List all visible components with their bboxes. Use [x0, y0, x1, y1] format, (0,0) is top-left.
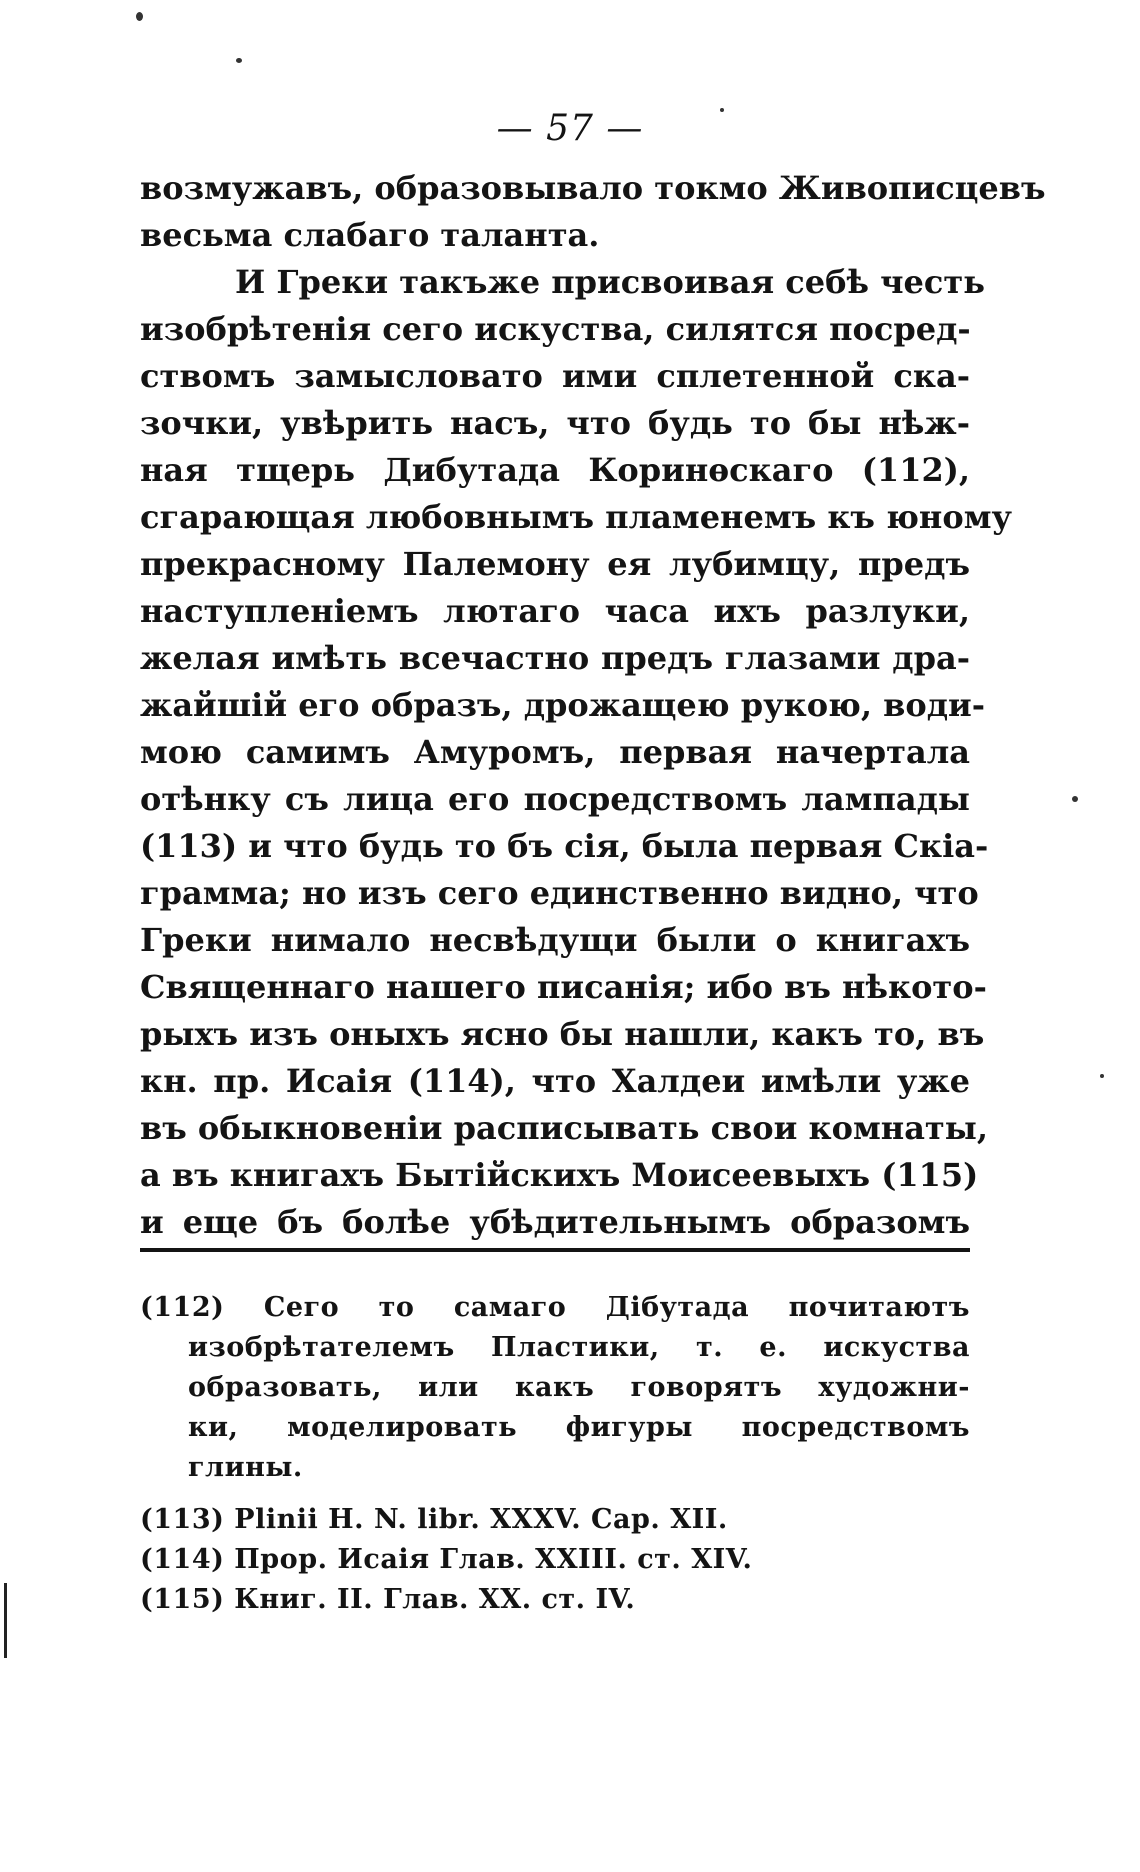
- page-number: — 57 —: [496, 108, 644, 149]
- scan-speck: [720, 108, 724, 112]
- text-line: сгарающая любовнымъ пламенемъ къ юному: [140, 498, 1012, 536]
- text-line: прекрасному Палемону ея лубимцу, предъ: [140, 545, 970, 583]
- footnote-line: глины.: [188, 1452, 303, 1483]
- text-line: а въ книгахъ Бытійскихъ Моисеевыхъ (115): [140, 1156, 979, 1194]
- text-line: и еще бъ болѣе убѣдительнымъ образомъ: [140, 1203, 970, 1241]
- footnote-line: (115) Книг. II. Глав. XX. ст. IV.: [140, 1584, 636, 1615]
- footnote-line: (114) Прор. Исаія Глав. XXIII. ст. XIV.: [140, 1544, 753, 1575]
- text-line: ствомъ замысловато ими сплетенной ска-: [140, 357, 970, 395]
- body-text: [140, 165, 1046, 1246]
- text-line: кн. пр. Исаія (114), что Халдеи имѣли уже: [140, 1062, 970, 1100]
- text-line: весьма слабаго таланта.: [140, 216, 600, 254]
- footnote-line: (112) Сего то самаго Дібутада почитаютъ: [140, 1292, 970, 1323]
- text-line: рыхъ изъ оныхъ ясно бы нашли, какъ то, въ: [140, 1015, 985, 1053]
- scan-speck: [136, 12, 143, 21]
- text-line: ная тщерь Дибутада Коринѳскаго (112),: [140, 451, 970, 489]
- text-line: И Греки такъже присвоивая себѣ честь: [235, 263, 985, 301]
- footnotes: [140, 1288, 970, 1620]
- text-line: изобрѣтенія сего искуства, силятся посред-: [140, 310, 971, 348]
- scan-speck: [236, 58, 242, 63]
- text-line: возмужавъ, образовывало токмо Живописцевъ: [140, 169, 1046, 207]
- text-line: (113) и что будь то бъ сія, была первая Скіа-: [140, 827, 989, 865]
- text-line: мою самимъ Амуромъ, первая начертала: [140, 733, 970, 771]
- text-line: отѣнку съ лица его посредствомъ лампады: [140, 780, 970, 818]
- footnote-line: (113) Plinii H. N. libr. XXXV. Cap. XII.: [140, 1504, 728, 1535]
- footnote-line: ки, моделировать фигуры посредствомъ: [188, 1412, 970, 1443]
- text-line: желая имѣть всечастно предъ глазами дра-: [140, 639, 970, 677]
- text-line: наступленіемъ лютаго часа ихъ разлуки,: [140, 592, 970, 630]
- text-line: въ обыкновеніи расписывать свои комнаты,: [140, 1109, 988, 1147]
- text-line: зочки, увѣрить насъ, что будь то бы нѣж-: [140, 404, 970, 442]
- footnote-line: образовать, или какъ говорятъ художни-: [188, 1372, 970, 1403]
- footnote-line: изобрѣтателемъ Пластики, т. е. искуства: [188, 1332, 970, 1363]
- scan-speck: [1072, 796, 1078, 802]
- text-line: грамма; но изъ сего единственно видно, что: [140, 874, 979, 912]
- scan-edge-mark: [4, 1583, 7, 1658]
- text-line: жайшій его образъ, дрожащею рукою, води-: [140, 686, 986, 724]
- scan-speck: [1100, 1074, 1104, 1078]
- text-line: Священнаго нашего писанія; ибо въ нѣкото-: [140, 968, 987, 1006]
- footnote-separator-rule: [140, 1248, 970, 1252]
- text-line: Греки нимало несвѣдущи были о книгахъ: [140, 921, 970, 959]
